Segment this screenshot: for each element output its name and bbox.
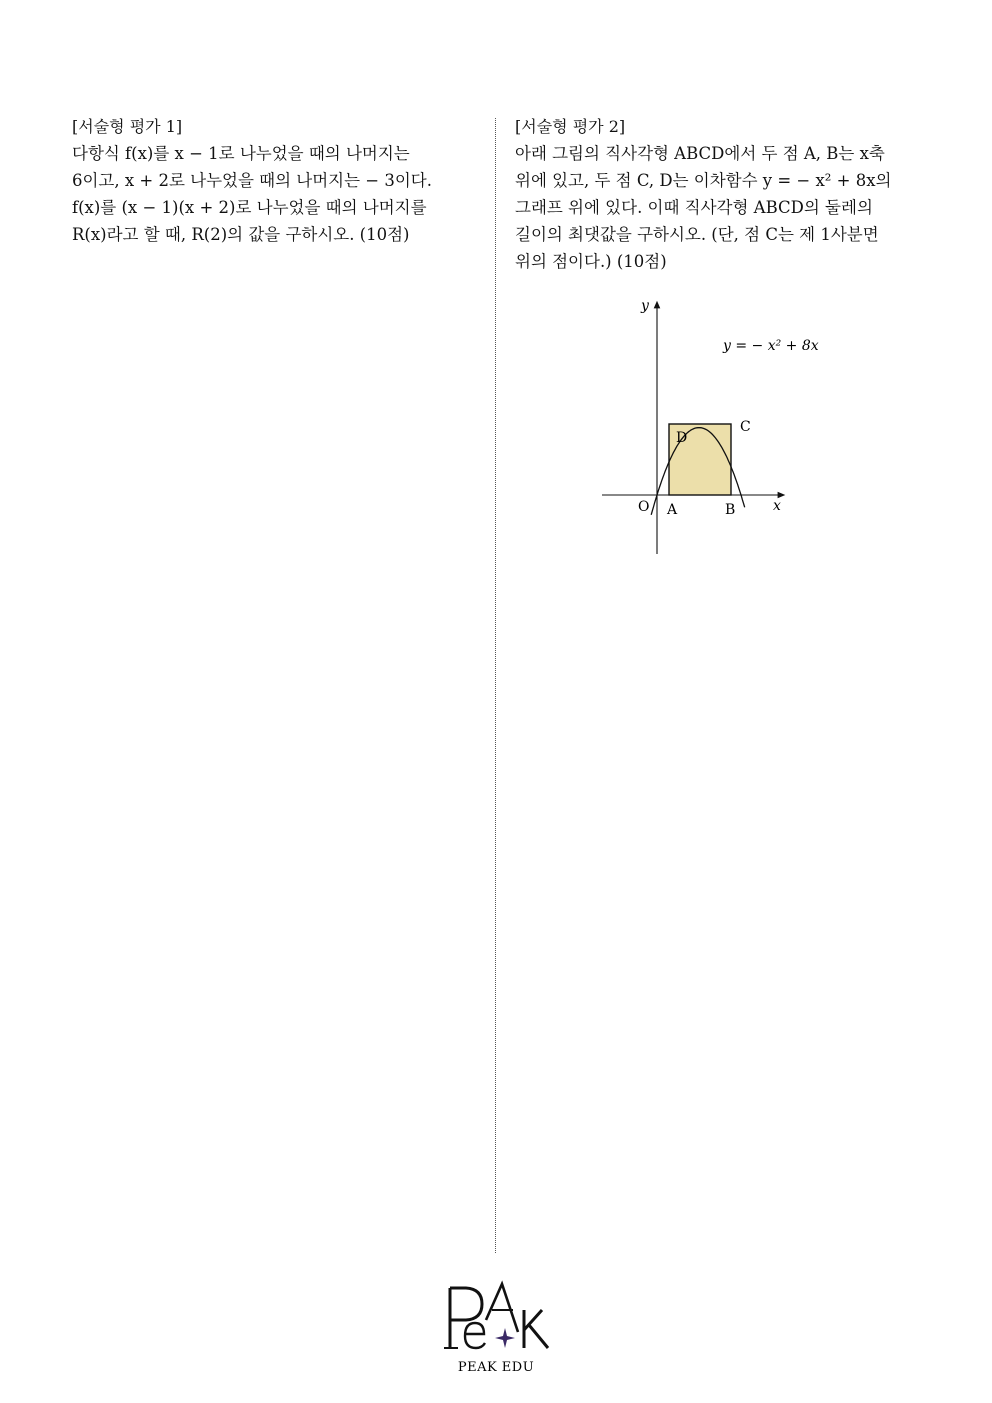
problem-2-line-2: 위에 있고, 두 점 C, D는 이차함수 y = − x² + 8x의: [515, 171, 892, 190]
point-b-label: B: [725, 502, 736, 518]
problem-2-line-4: 길이의 최댓값을 구하시오. (단, 점 C는 제 1사분면: [515, 225, 879, 244]
problem-2-line-5: 위의 점이다.) (10점): [515, 252, 667, 271]
column-divider: [495, 118, 496, 1253]
point-c-label: C: [740, 419, 751, 435]
problem-2-line-3: 그래프 위에 있다. 이때 직사각형 ABCD의 둘레의: [515, 198, 873, 217]
problem-1-line-4: R(x)라고 할 때, R(2)의 값을 구하시오. (10점): [72, 225, 410, 244]
problem-1-line-1: 다항식 f(x)를 x − 1로 나누었을 때의 나머지는: [72, 144, 410, 163]
parabola-graph: [595, 292, 835, 560]
problem-2-heading: [서술형 평가 2]: [515, 117, 626, 136]
problem-1-line-2: 6이고, x + 2로 나누었을 때의 나머지는 − 3이다.: [72, 171, 432, 190]
logo-text: PEAK EDU: [457, 1360, 535, 1375]
problem-1: [72, 114, 452, 248]
origin-label: O: [638, 499, 650, 515]
problem-1-line-3: f(x)를 (x − 1)(x + 2)로 나누었을 때의 나머지를: [72, 198, 427, 217]
point-d-label: D: [676, 430, 688, 446]
point-a-label: A: [667, 502, 678, 518]
y-axis-label: y: [641, 298, 649, 314]
problem-2: [515, 114, 920, 275]
star-icon: [495, 1328, 515, 1348]
x-axis-label: x: [773, 498, 781, 514]
problem-2-line-1: 아래 그림의 직사각형 ABCD에서 두 점 A, B는 x축: [515, 144, 885, 163]
curve-label: y = − x² + 8x: [723, 338, 819, 354]
problem-1-heading: [서술형 평가 1]: [72, 117, 183, 136]
peak-edu-logo: [436, 1280, 556, 1376]
